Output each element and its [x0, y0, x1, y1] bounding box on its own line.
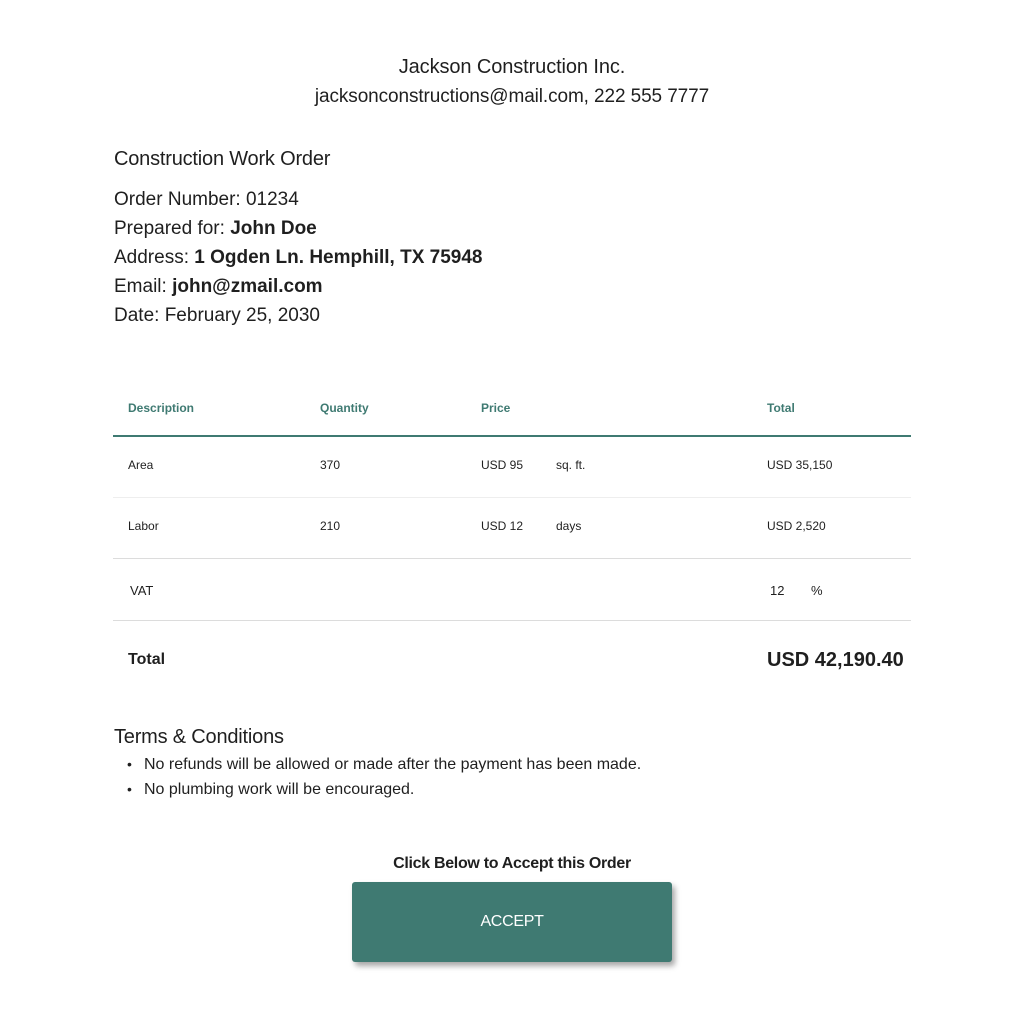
work-order-table	[113, 378, 911, 701]
vat-percent-sign: %	[811, 583, 823, 598]
accept-button[interactable]: ACCEPT	[352, 882, 672, 962]
bullet-icon: •	[127, 781, 132, 797]
grand-total-label: Total	[128, 651, 166, 668]
company-header	[0, 54, 1024, 110]
order-number-label: Order Number:	[114, 189, 241, 210]
terms-list	[114, 752, 641, 802]
company-contact: jacksonconstructions@mail.com, 222 555 7777	[314, 86, 710, 107]
address-line	[114, 243, 483, 272]
order-number-value: 01234	[245, 189, 299, 210]
cell-quantity: 370	[320, 458, 341, 472]
terms-item	[114, 777, 641, 802]
cell-price: USD 12	[481, 519, 524, 533]
address-value: 1 Ogden Ln. Hemphill, TX 75948	[194, 247, 483, 268]
date-label: Date:	[114, 305, 160, 326]
header-description: Description	[128, 401, 195, 415]
cell-total: USD 35,150	[767, 458, 833, 472]
terms-section	[114, 724, 641, 802]
grand-total-row	[113, 621, 911, 701]
cell-description: Labor	[128, 519, 159, 533]
table-row	[113, 437, 911, 498]
accept-prompt: Click Below to Accept this Order	[393, 855, 631, 872]
vat-row	[113, 559, 911, 621]
terms-item	[114, 752, 641, 777]
terms-item-text: No plumbing work will be encouraged.	[144, 781, 415, 798]
accept-section	[0, 853, 1024, 930]
prepared-for-label: Prepared for:	[114, 218, 225, 239]
email-value: john@zmail.com	[172, 276, 323, 297]
email-line	[114, 272, 483, 301]
cell-quantity: 210	[320, 519, 341, 533]
order-title: Construction Work Order	[114, 148, 331, 170]
grand-total-value: USD 42,190.40	[767, 649, 904, 671]
terms-title: Terms & Conditions	[114, 726, 284, 748]
header-quantity: Quantity	[320, 401, 369, 415]
vat-value: 12	[770, 583, 785, 598]
cell-unit: sq. ft.	[556, 458, 586, 472]
company-name: Jackson Construction Inc.	[398, 56, 626, 78]
header-price: Price	[481, 401, 511, 415]
cell-unit: days	[556, 519, 582, 533]
prepared-for-line	[114, 214, 483, 243]
email-label: Email:	[114, 276, 167, 297]
cell-total: USD 2,520	[767, 519, 826, 533]
terms-item-text: No refunds will be allowed or made after the payment has been made.	[144, 756, 642, 773]
table-row	[113, 498, 911, 559]
date-value: February 25, 2030	[164, 305, 320, 326]
order-details	[114, 146, 483, 330]
cell-description: Area	[128, 458, 154, 472]
address-label: Address:	[114, 247, 189, 268]
header-total: Total	[767, 401, 795, 415]
order-number-line	[114, 185, 483, 214]
prepared-for-value: John Doe	[230, 218, 317, 239]
bullet-icon: •	[127, 756, 132, 772]
table-header	[113, 378, 911, 437]
date-line	[114, 301, 483, 330]
cell-price: USD 95	[481, 458, 524, 472]
vat-label: VAT	[130, 583, 154, 598]
